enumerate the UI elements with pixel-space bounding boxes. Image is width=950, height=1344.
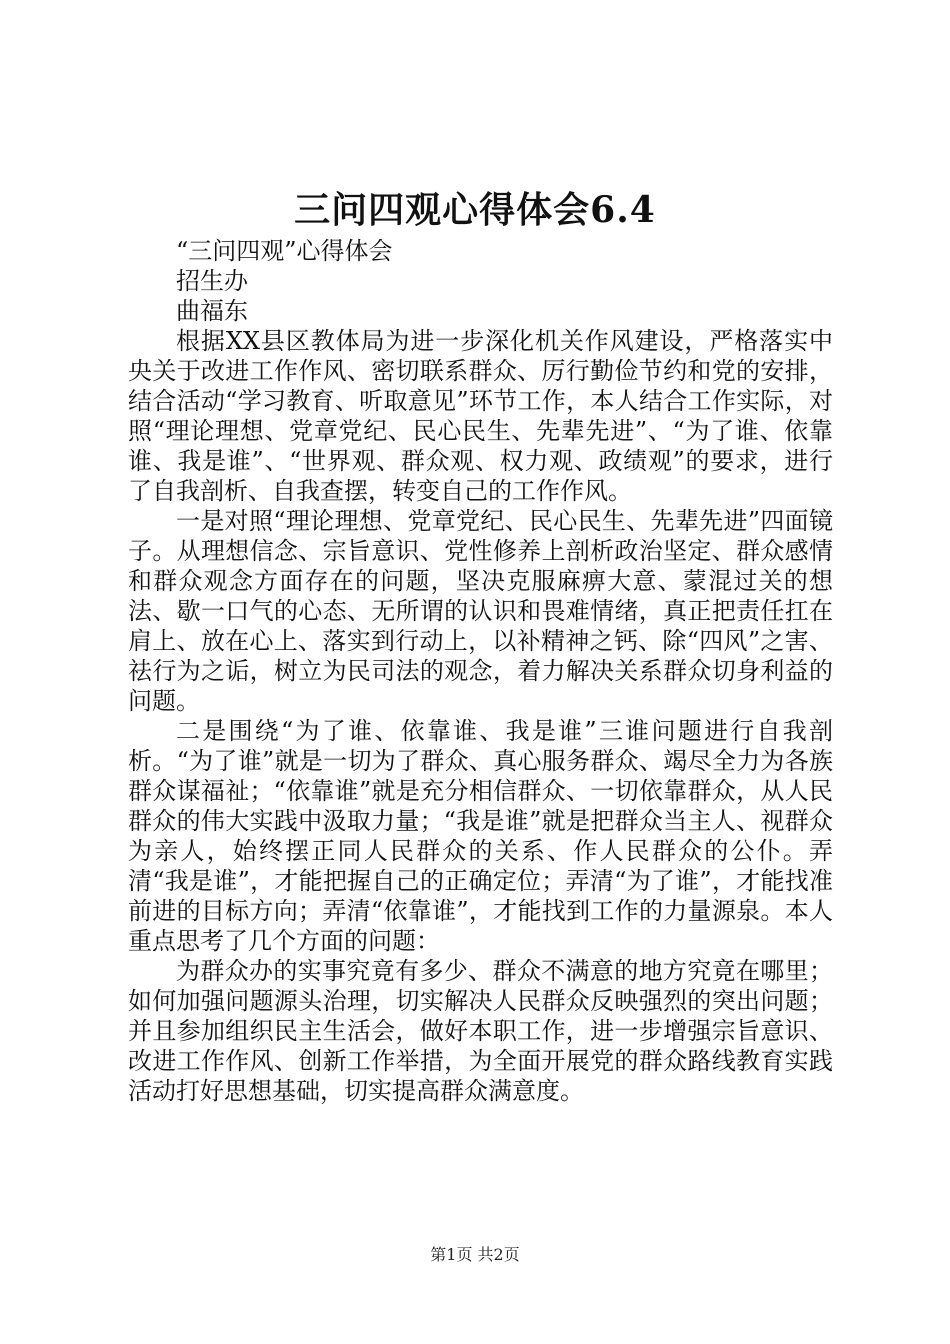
author: 曲福东 — [176, 297, 248, 325]
subtitle: “三问四观”心得体会 — [176, 237, 393, 265]
paragraph-two: 二是围绕“为了谁、依靠谁、我是谁”三谁问题进行自我剖析。“为了谁”就是一切为了群众、真心服务群众、竭尽全力为各族群众谋福祉；“依靠谁”就是充分相信群众、一切依靠群众，从人民群众的伟大实践中汲取力量；“我是谁”就是把群众当主人、视群众为亲人，始终摆正同人民群众的关系、作人民群众的公仆。弄清“我是谁”，才能把握自己的正确定位；弄清“为了谁”，才能找准前进的目标方向；弄清“依靠谁”，才能找到工作的力量源泉。本人重点思考了几个方面的问题： — [128, 717, 833, 955]
department: 招生办 — [176, 267, 248, 295]
paragraph-intro: 根据XX县区教体局为进一步深化机关作风建设，严格落实中央关于改进工作作风、密切联系群众、厉行勤俭节约和党的安排，结合活动“学习教育、听取意见”环节工作，本人结合工作实际，对照“理论理想、党章党纪、民心民生、先辈先进”、“为了谁、依靠谁、我是谁”、“世界观、群众观、权力观、政绩观”的要求，进行了自我剖析、自我查摆，转变自己的工作作风。 — [128, 327, 833, 505]
document-body — [128, 236, 833, 1106]
page-title: 三问四观心得体会6.4 — [294, 189, 656, 231]
paragraph-one: 一是对照“理论理想、党章党纪、民心民生、先辈先进”四面镜子。从理想信念、宗旨意识、党性修养上剖析政治坚定、群众感情和群众观念方面存在的问题，坚决克服麻痹大意、蒙混过关的想法、歇一口气的心态、无所谓的认识和畏难情绪，真正把责任扛在肩上、放在心上、落实到行动上，以补精神之钙、除“四风”之害、祛行为之诟，树立为民司法的观念，着力解决关系群众切身利益的问题。 — [128, 507, 833, 715]
page-footer: 第1页 共2页 — [430, 1245, 520, 1264]
paragraph-three: 为群众办的实事究竟有多少、群众不满意的地方究竟在哪里；如何加强问题源头治理，切实解决人民群众反映强烈的突出问题；并且参加组织民主生活会，做好本职工作，进一步增强宗旨意识、改进工作作风、创新工作举措，为全面开展党的群众路线教育实践活动打好思想基础，切实提高群众满意度。 — [128, 957, 833, 1105]
